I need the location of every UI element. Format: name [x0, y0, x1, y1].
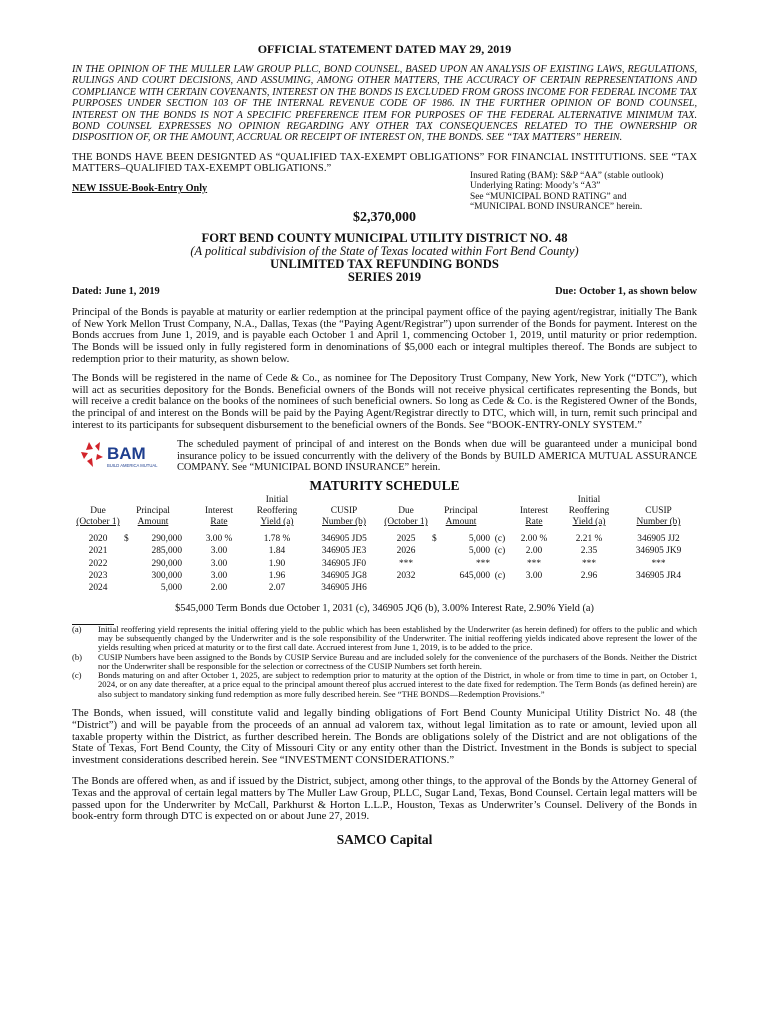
table-cell: (c): [494, 534, 506, 545]
header-cell: Due: [398, 506, 414, 517]
table-cell: 3.00: [525, 571, 543, 582]
header-cell: Interest: [519, 506, 549, 517]
table-row: [72, 533, 697, 545]
table-cell: ***: [581, 558, 597, 569]
underwriter-name: SAMCO Capital: [336, 832, 433, 848]
table-cell: [432, 545, 448, 557]
table-cell: 300,000: [151, 571, 182, 582]
header-cell: Amount: [137, 517, 169, 528]
footnote-key: (c): [72, 670, 82, 681]
table-cell: 1.84: [268, 546, 286, 557]
table-cell: 645,000: [459, 571, 490, 582]
header-cell: Principal: [444, 506, 478, 517]
table-row: [72, 570, 697, 582]
footnote-key: (a): [72, 623, 82, 634]
table-cell: ***: [475, 558, 490, 569]
dated-date: Dated: June 1, 2019: [72, 286, 160, 298]
table-cell: 2.00 %: [520, 534, 548, 545]
bam-wordmark: BAM: [107, 444, 146, 464]
table-cell: [124, 570, 140, 582]
table-cell: 1.96: [268, 571, 286, 582]
table-row: [72, 545, 697, 557]
table-cell: 1.78 %: [263, 534, 291, 545]
insurance-paragraph: The scheduled payment of principal of and interest on the Bonds when due will be guaranteed under a municipal bond insurance policy to be issued concurrently with the delivery of the Bonds by BUILD AMERICA MUTUAL ASSURANCE COMPANY. See “MUNICIPAL BOND INSURANCE” herein.: [177, 439, 697, 473]
issuer-subtitle: (A political subdivision of the State of Texas located within Fort Bend County): [190, 244, 579, 259]
header-cell: Initial: [265, 495, 289, 506]
table-cell: [432, 582, 448, 594]
obligations-paragraph: The Bonds, when issued, will constitute valid and legally binding obligations of Fort Bend County Municipal Utility District No. 48 (the “District”) and will be payable from the proceeds of an annual ad valorem tax, without legal limitation as to rate or amount, levied upon all taxable property within the District, as further described herein. The Bonds are obligations solely of the District and are not obligations of the State of Texas, Fort Bend County, the City of Missouri City or any entity other than the District. Investment in the Bonds is subject to special investment considerations described herein. See “INVESTMENT CONSIDERATIONS.”: [72, 707, 697, 767]
footnote-text: Initial reoffering yield represents the initial offering yield to the public which has been established by the Underwriter (as herein defined) for offers to the public and which may be subsequently changed by the Underwriter and is the sole responsibility of the Underwriter. The initial reoffering yields indicated above represent the lower of the yields resulting when priced at maturity or to the first call date. Accrued interest from June 1, 2019, is to be added to the price.: [98, 623, 697, 653]
table-cell: [490, 582, 510, 594]
table-row: [72, 558, 697, 570]
table-cell: (c): [494, 546, 506, 557]
header-cell: Yield (a): [572, 517, 606, 528]
table-cell: 2021: [88, 546, 108, 557]
qualified-designation-paragraph: THE BONDS HAVE BEEN DESIGNTED AS “QUALIFIED TAX-EXEMPT OBLIGATIONS” FOR FINANCIAL INSTITUTIONS. SEE “TAX MATTERS–QUALIFIED TAX-EXEMPT OBLIGATIONS.”: [72, 151, 697, 175]
footnote: [72, 653, 697, 672]
issuer-name: FORT BEND COUNTY MUNICIPAL UTILITY DISTRICT NO. 48: [201, 231, 568, 246]
table-cell: 5,000: [468, 546, 490, 557]
term-bonds-line: $545,000 Term Bonds due October 1, 2031 (c), 346905 JQ6 (b), 3.00% Interest Rate, 2.90% Yield (a): [175, 602, 594, 614]
bam-logo: [75, 436, 175, 476]
table-cell: [124, 545, 140, 557]
insurance-block: [72, 436, 697, 476]
table-cell: 2032: [396, 571, 416, 582]
issue-amount: $2,370,000: [353, 210, 416, 226]
table-cell: [124, 558, 140, 570]
header-cell: Number (b): [636, 517, 681, 528]
table-cell: [432, 558, 448, 570]
table-cell: ***: [526, 558, 542, 569]
table-row: [72, 582, 697, 594]
header-cell: Yield (a): [260, 517, 294, 528]
table-header-row: [72, 517, 697, 528]
table-cell: 290,000: [151, 558, 182, 569]
bond-series: SERIES 2019: [347, 270, 422, 285]
table-cell: ***: [651, 558, 666, 569]
header-cell: CUSIP: [330, 506, 358, 517]
footnote: [72, 625, 697, 653]
table-cell: 2026: [396, 546, 416, 557]
tax-opinion-paragraph: IN THE OPINION OF THE MULLER LAW GROUP PLLC, BOND COUNSEL, BASED UPON AN ANALYSIS OF EXISTING LAWS, REGULATIONS, RULINGS AND COURT DECISIONS, AND ASSUMING, AMONG OTHER MATTERS, THE ACCURACY OF CERTAIN REPRESENTATIONS AND COMPLIANCE WITH CERTAIN COVENANTS, INTEREST ON THE BONDS IS EXCLUDED FROM GROSS INCOME FOR FEDERAL INCOME TAX PURPOSES UNDER SECTION 103 OF THE INTERNAL REVENUE CODE OF 1986. IN THE FURTHER OPINION OF BOND COUNSEL, INTEREST ON THE BONDS IS NOT A SPECIFIC PREFERENCE ITEM FOR PURPOSES OF THE FEDERAL ALTERNATIVE MINIMUM TAX. BOND COUNSEL EXPRESSES NO OPINION REGARDING ANY OTHER TAX CONSEQUENCES RELATED TO THE OWNERSHIP OR DISPOSITION OF, OR THE AMOUNT, ACCRUAL OR RECEIPT OF INTEREST ON, THE BONDS. SEE “TAX MATTERS” HEREIN.: [72, 64, 697, 144]
table-cell: 2022: [88, 558, 108, 569]
registration-paragraph: The Bonds will be registered in the name of Cede & Co., as nominee for The Depository Trust Company, New York, New York (“DTC”), which will act as securities depository for the Bonds. Beneficial owners of the Bonds will not receive physical certificates representing the Bonds, but will receive a credit balance on the books of the nominees of such beneficial owners. So long as Cede & Co. is the Registered Owner of the Bonds, the principal of and interest on the Bonds will be paid by the Paying Agent/Registrar directly to DTC, which will, in turn, remit such principal and interest to its participants for subsequent disbursement to the beneficial owners of the Bonds. See “BOOK-ENTRY-ONLY SYSTEM.”: [72, 373, 697, 431]
table-cell: 2.96: [580, 571, 598, 582]
table-cell: 2.00: [210, 583, 228, 594]
bond-type: UNLIMITED TAX REFUNDING BONDS: [270, 257, 499, 272]
table-cell: 3.00: [210, 558, 228, 569]
due-date: Due: October 1, as shown below: [555, 286, 697, 298]
new-issue-label: NEW ISSUE-Book-Entry Only: [72, 183, 208, 195]
footnote-text: CUSIP Numbers have been assigned to the Bonds by CUSIP Service Bureau and are included solely for the convenience of the purchasers of the Bonds. Neither the District nor the Underwriter shall be responsible for the selection or correctness of the CUSIP Numbers set forth herein.: [98, 651, 697, 671]
table-cell: 2023: [88, 571, 108, 582]
header-cell: Amount: [445, 517, 477, 528]
table-cell: 3.00 %: [205, 534, 233, 545]
table-cell: 2020: [88, 534, 108, 545]
document-title: OFFICIAL STATEMENT DATED MAY 29, 2019: [257, 42, 512, 56]
table-cell: (c): [494, 571, 506, 582]
table-cell: [620, 582, 697, 594]
footnote-key: (b): [72, 651, 83, 662]
header-cell: Initial: [577, 495, 601, 506]
footnote-text: Bonds maturing on and after October 1, 2025, are subject to redemption prior to maturity at the option of the District, in whole or from time to time in part, on October 1, 2024, or on any date thereafter, at a price equal to the principal amount thereof plus accrued interest to the date fixed for redemption. The Term Bonds (as defined herein) are also subject to mandatory sinking fund redemption as more fully described herein. See “THE BONDS—Redemption Provisions.”: [98, 670, 697, 699]
table-cell: 2.35: [580, 546, 598, 557]
table-cell: 5,000: [160, 583, 182, 594]
rating-line: “MUNICIPAL BOND INSURANCE” herein.: [470, 201, 643, 212]
table-cell: [124, 582, 140, 594]
issue-rating-row: [72, 171, 697, 212]
table-cell: [490, 558, 510, 570]
table-cell: 3.00: [210, 571, 228, 582]
table-cell: [448, 582, 490, 594]
table-header-row: [72, 506, 697, 517]
table-cell: [432, 570, 448, 582]
table-cell: 346905 JJ2: [637, 534, 680, 545]
table-cell: 346905 JF0: [321, 558, 367, 569]
table-header-row: [72, 495, 697, 506]
official-statement-page: [72, 42, 697, 848]
table-cell: 346905 JE3: [321, 546, 367, 557]
table-cell: $: [432, 534, 437, 545]
table-cell: 2.21 %: [575, 534, 603, 545]
table-cell: [510, 582, 558, 594]
table-cell: 2.07: [268, 583, 286, 594]
header-cell: CUSIP: [645, 506, 672, 517]
table-cell: 2025: [396, 534, 416, 545]
header-cell: Principal: [136, 506, 170, 517]
header-cell: (October 1): [76, 517, 120, 528]
table-cell: 285,000: [151, 546, 182, 557]
table-cell: 3.00: [210, 546, 228, 557]
footnote: [72, 671, 697, 699]
dates-row: [72, 286, 697, 297]
header-cell: Rate: [525, 517, 543, 528]
rating-line: Underlying Rating: Moody’s “A3”: [470, 181, 601, 192]
maturity-schedule-title: MATURITY SCHEDULE: [309, 478, 460, 494]
table-cell: 290,000: [151, 534, 182, 545]
table-cell: 1.90: [268, 558, 286, 569]
bam-star-icon: [75, 436, 175, 476]
rating-line: See “MUNICIPAL BOND RATING” and: [470, 191, 627, 202]
header-cell: (October 1): [384, 517, 428, 528]
footnotes: [72, 625, 697, 699]
header-cell: Number (b): [322, 517, 366, 528]
table-cell: 2.00: [525, 546, 543, 557]
table-cell: 346905 JR4: [635, 571, 682, 582]
header-cell: Interest: [204, 506, 234, 517]
header-cell: Due: [90, 506, 106, 517]
header-cell: Reoffering: [256, 506, 298, 517]
rating-box: [470, 171, 695, 212]
table-cell: [558, 582, 620, 594]
offering-paragraph: The Bonds are offered when, as and if issued by the District, subject, among other things, to the approval of the Bonds by the Attorney General of Texas and the approval of certain legal matters by The Muller Law Group, PLLC, Sugar Land, Texas, Bond Counsel. Certain legal matters will be passed upon for the Underwriter by McCall, Parkhurst & Horton L.L.P., Houston, Texas as Underwriter’s Counsel. Delivery of the Bonds in book-entry form through DTC is expected on or about June 27, 2019.: [72, 775, 697, 823]
maturity-schedule-table: [72, 495, 697, 594]
table-cell: 5,000: [468, 534, 490, 545]
table-cell: 346905 JG8: [321, 571, 367, 582]
table-cell: 346905 JD5: [321, 534, 367, 545]
table-cell: ***: [398, 558, 414, 569]
table-cell: 346905 JH6: [321, 583, 367, 594]
table-cell: 2024: [88, 583, 108, 594]
table-cell: 346905 JK9: [635, 546, 682, 557]
rating-line: Insured Rating (BAM): S&P “AA” (stable outlook): [470, 171, 664, 182]
header-cell: Reoffering: [568, 506, 610, 517]
table-cell: [380, 582, 432, 594]
header-cell: Rate: [210, 517, 228, 528]
principal-paragraph: Principal of the Bonds is payable at maturity or earlier redemption at the principal payment office of the paying agent/registrar, initially The Bank of New York Mellon Trust Company, N.A., Dallas, Texas (the “Paying Agent/Registrar”) upon surrender of the Bonds for payment. Interest on the Bonds accrues from June 1, 2019, and is payable each October 1 and April 1, commencing October 1, 2019, until maturity or prior redemption. The Bonds will be issued only in fully registered form in denominations of $5,000 each or integral multiples thereof. The Bonds are subject to redemption prior to their maturity, as shown below.: [72, 307, 697, 365]
table-cell: $: [124, 534, 129, 545]
bam-tagline: BUILD AMERICA MUTUAL: [107, 463, 158, 469]
